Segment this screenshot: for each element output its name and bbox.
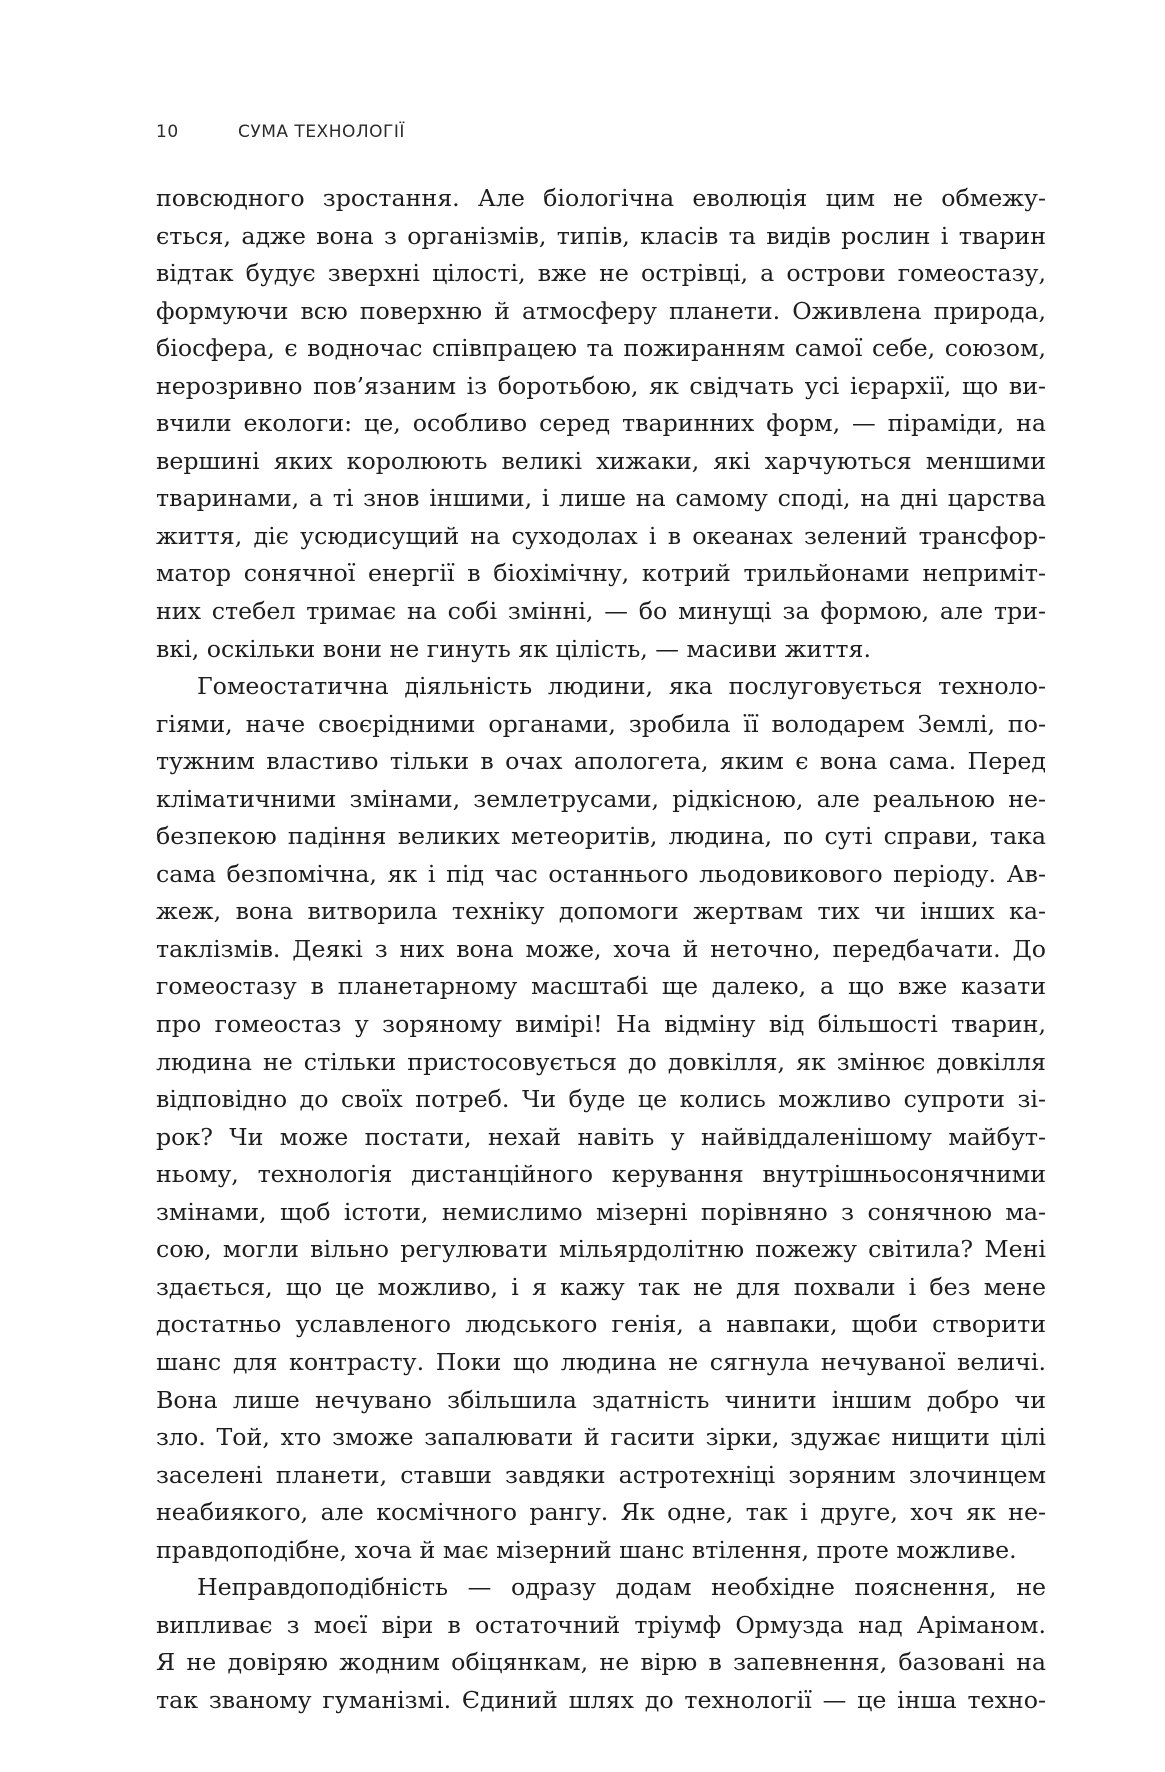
body-text bbox=[156, 180, 1046, 1719]
text-line: ньому, технологія дистанційного керування внутрішньосонячними bbox=[156, 1160, 1046, 1189]
text-line: рок? Чи може постати, нехай навіть у найвіддаленішому майбут- bbox=[156, 1122, 1046, 1151]
text-line: шанс для контрасту. Поки що людина не сягнула нечуваної величі. bbox=[156, 1347, 1046, 1376]
text-line: них стебел тримає на собі змінні, — бо минущі за формою, але три- bbox=[156, 597, 1046, 626]
text-line: тужним властиво тільки в очах апологета, яким є вона сама. Перед bbox=[156, 747, 1046, 776]
running-head bbox=[156, 122, 405, 142]
text-line: матор сонячної енергії в біохімічну, котрий трильйонами неприміт- bbox=[156, 559, 1046, 588]
text-line: ється, адже вона з організмів, типів, класів та видів рослин і тварин bbox=[156, 221, 1046, 250]
text-line: гіями, наче своєрідними органами, зробила її володарем Землі, по- bbox=[156, 709, 1046, 738]
text-line: кліматичними змінами, землетрусами, рідкісною, але реальною не- bbox=[156, 784, 1046, 813]
text-line: життя, діє усюдисущий на суходолах і в океанах зелений трансфор- bbox=[156, 521, 1046, 550]
text-line: безпекою падіння великих метеоритів, людина, по суті справи, така bbox=[156, 822, 1046, 851]
text-line: вчили екологи: це, особливо серед тваринних форм, — піраміди, на bbox=[156, 409, 1046, 438]
text-line: відтак будує зверхні цілості, вже не острівці, а острови гомеостазу, bbox=[156, 259, 1046, 288]
text-line: про гомеостаз у зоряному вимірі! На відміну від більшості тварин, bbox=[156, 1010, 1046, 1039]
text-line: повсюдного зростання. Але біологічна еволюція цим не обмежу- bbox=[156, 184, 1046, 212]
text-line: здається, що це можливо, і я кажу так не для похвали і без мене bbox=[156, 1272, 1046, 1301]
text-line: таклізмів. Деякі з них вона може, хоча й неточно, передбачати. До bbox=[156, 934, 1046, 963]
text-line: заселені планети, ставши завдяки астротехніці зоряним злочинцем bbox=[156, 1460, 1046, 1489]
text-line: жеж, вона витворила техніку допомоги жертвам тих чи інших ка- bbox=[156, 897, 1046, 926]
page-number: 10 bbox=[156, 122, 179, 142]
text-line: правдоподібне, хоча й має мізерний шанс втілення, проте можливе. bbox=[156, 1535, 1017, 1564]
text-line: тваринами, а ті знов іншими, і лише на самому споді, на дні царства bbox=[156, 484, 1046, 513]
text-line: Гомеостатична діяльність людини, яка послуговується техноло- bbox=[197, 672, 1046, 701]
text-line: нерозривно пов’язаним із боротьбою, як свідчать усі ієрархії, що ви- bbox=[156, 371, 1046, 400]
text-line: гомеостазу в планетарному масштабі ще далеко, а що вже казати bbox=[156, 972, 1046, 1001]
text-line: Неправдоподібність — одразу додам необхідне пояснення, не bbox=[197, 1573, 1046, 1602]
text-line: людина не стільки пристосовується до довкілля, як змінює довкілля bbox=[156, 1047, 1046, 1076]
text-line: сою, могли вільно регулювати мільярдолітню пожежу світила? Мені bbox=[156, 1235, 1046, 1264]
text-line: Вона лише нечувано збільшила здатність чинити іншим добро чи bbox=[156, 1385, 1046, 1414]
text-line: Я не довіряю жодним обіцянкам, не вірю в запевнення, базовані на bbox=[156, 1648, 1046, 1677]
text-line: змінами, щоб істоти, немислимо мізерні порівняно з сонячною ма- bbox=[156, 1197, 1046, 1226]
text-line: вкі, оскільки вони не гинуть як цілість, — масиви життя. bbox=[156, 634, 872, 663]
book-title: СУМА ТЕХНОЛОГІЇ bbox=[238, 122, 405, 142]
text-line: зло. Той, хто зможе запалювати й гасити зірки, здужає нищити цілі bbox=[156, 1423, 1046, 1452]
text-line: випливає з моєї віри в остаточний тріумф Ормузда над Аріманом. bbox=[156, 1610, 1046, 1639]
text-line: біосфера, є водночас співпрацею та пожиранням самої себе, союзом, bbox=[156, 334, 1046, 363]
text-line: так званому гуманізмі. Єдиний шлях до технології — це інша техно- bbox=[156, 1685, 1046, 1714]
text-line: достатньо уславленого людського генія, а навпаки, щоби створити bbox=[156, 1310, 1046, 1339]
text-line: неабиякого, але космічного рангу. Як одне, так і друге, хоч як не- bbox=[156, 1498, 1046, 1527]
text-line: вершині яких королюють великі хижаки, які харчуються меншими bbox=[156, 446, 1046, 475]
text-line: формуючи всю поверхню й атмосферу планети. Оживлена природа, bbox=[156, 296, 1046, 325]
text-line: відповідно до своїх потреб. Чи буде це колись можливо супроти зі- bbox=[156, 1085, 1046, 1114]
text-line: сама безпомічна, як і під час останнього льодовикового періоду. Ав- bbox=[156, 859, 1046, 888]
